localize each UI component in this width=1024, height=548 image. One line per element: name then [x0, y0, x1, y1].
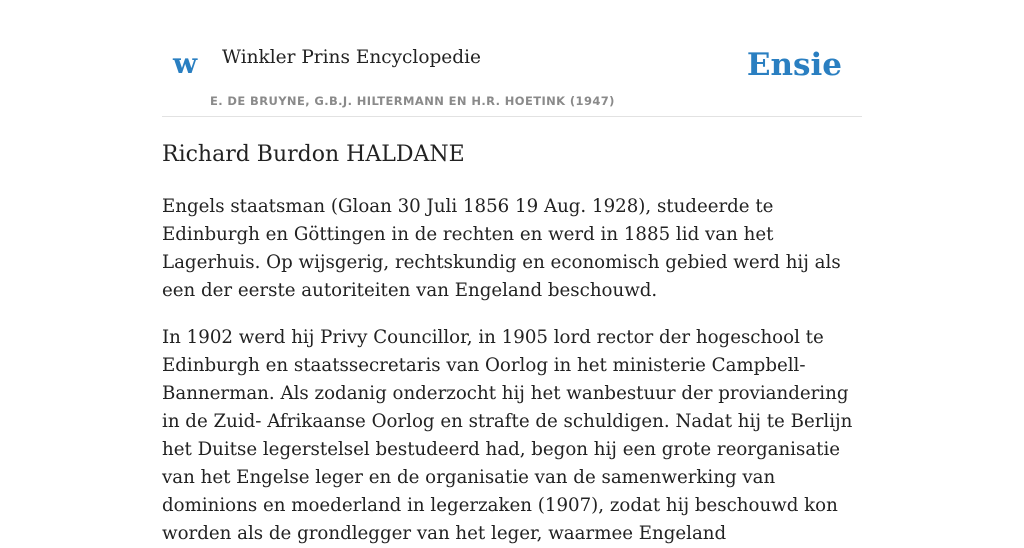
source-title[interactable]: Winkler Prins Encyclopedie	[222, 47, 481, 68]
article	[162, 141, 862, 548]
article-paragraph-2: In 1902 werd hij Privy Councillor, in 1905 lord rector der hogeschool te Edinburgh en staatssecretaris van Oorlog in het ministerie Campbell-Bannerman. Als zodanig onderzocht hij het wanbestuur der proviandering in de Zuid- Afrikaanse Oorlog en strafte de schuldigen. Nadat hij te Berlijn het Duitse legerstelsel bestudeerd had, begon hij een grote reorganisatie van het Engelse leger en de organisatie van de samenwerking van dominions en moederland in legerzaken (1907), zodat hij beschouwd kon worden als de grondlegger van het leger, waarmee Engeland	[162, 327, 853, 544]
article-title: Richard Burdon HALDANE	[162, 142, 465, 167]
source-header	[162, 0, 862, 117]
source-authors: E. DE BRUYNE, G.B.J. HILTERMANN EN H.R. HOETINK (1947)	[210, 94, 615, 108]
article-paragraph-1: Engels staatsman (Gloan 30 Juli 1856 19 Aug. 1928), studeerde te Edinburgh en Göttingen in de rechten en werd in 1885 lid van het Lagerhuis. Op wijsgerig, rechtskundig en economisch gebied werd hij als een der eerste autoriteiten van Engeland beschouwd.	[162, 196, 841, 301]
ensie-brand-logo[interactable]: Ensie	[746, 47, 842, 83]
winkler-prins-logo[interactable]: w	[173, 47, 198, 80]
